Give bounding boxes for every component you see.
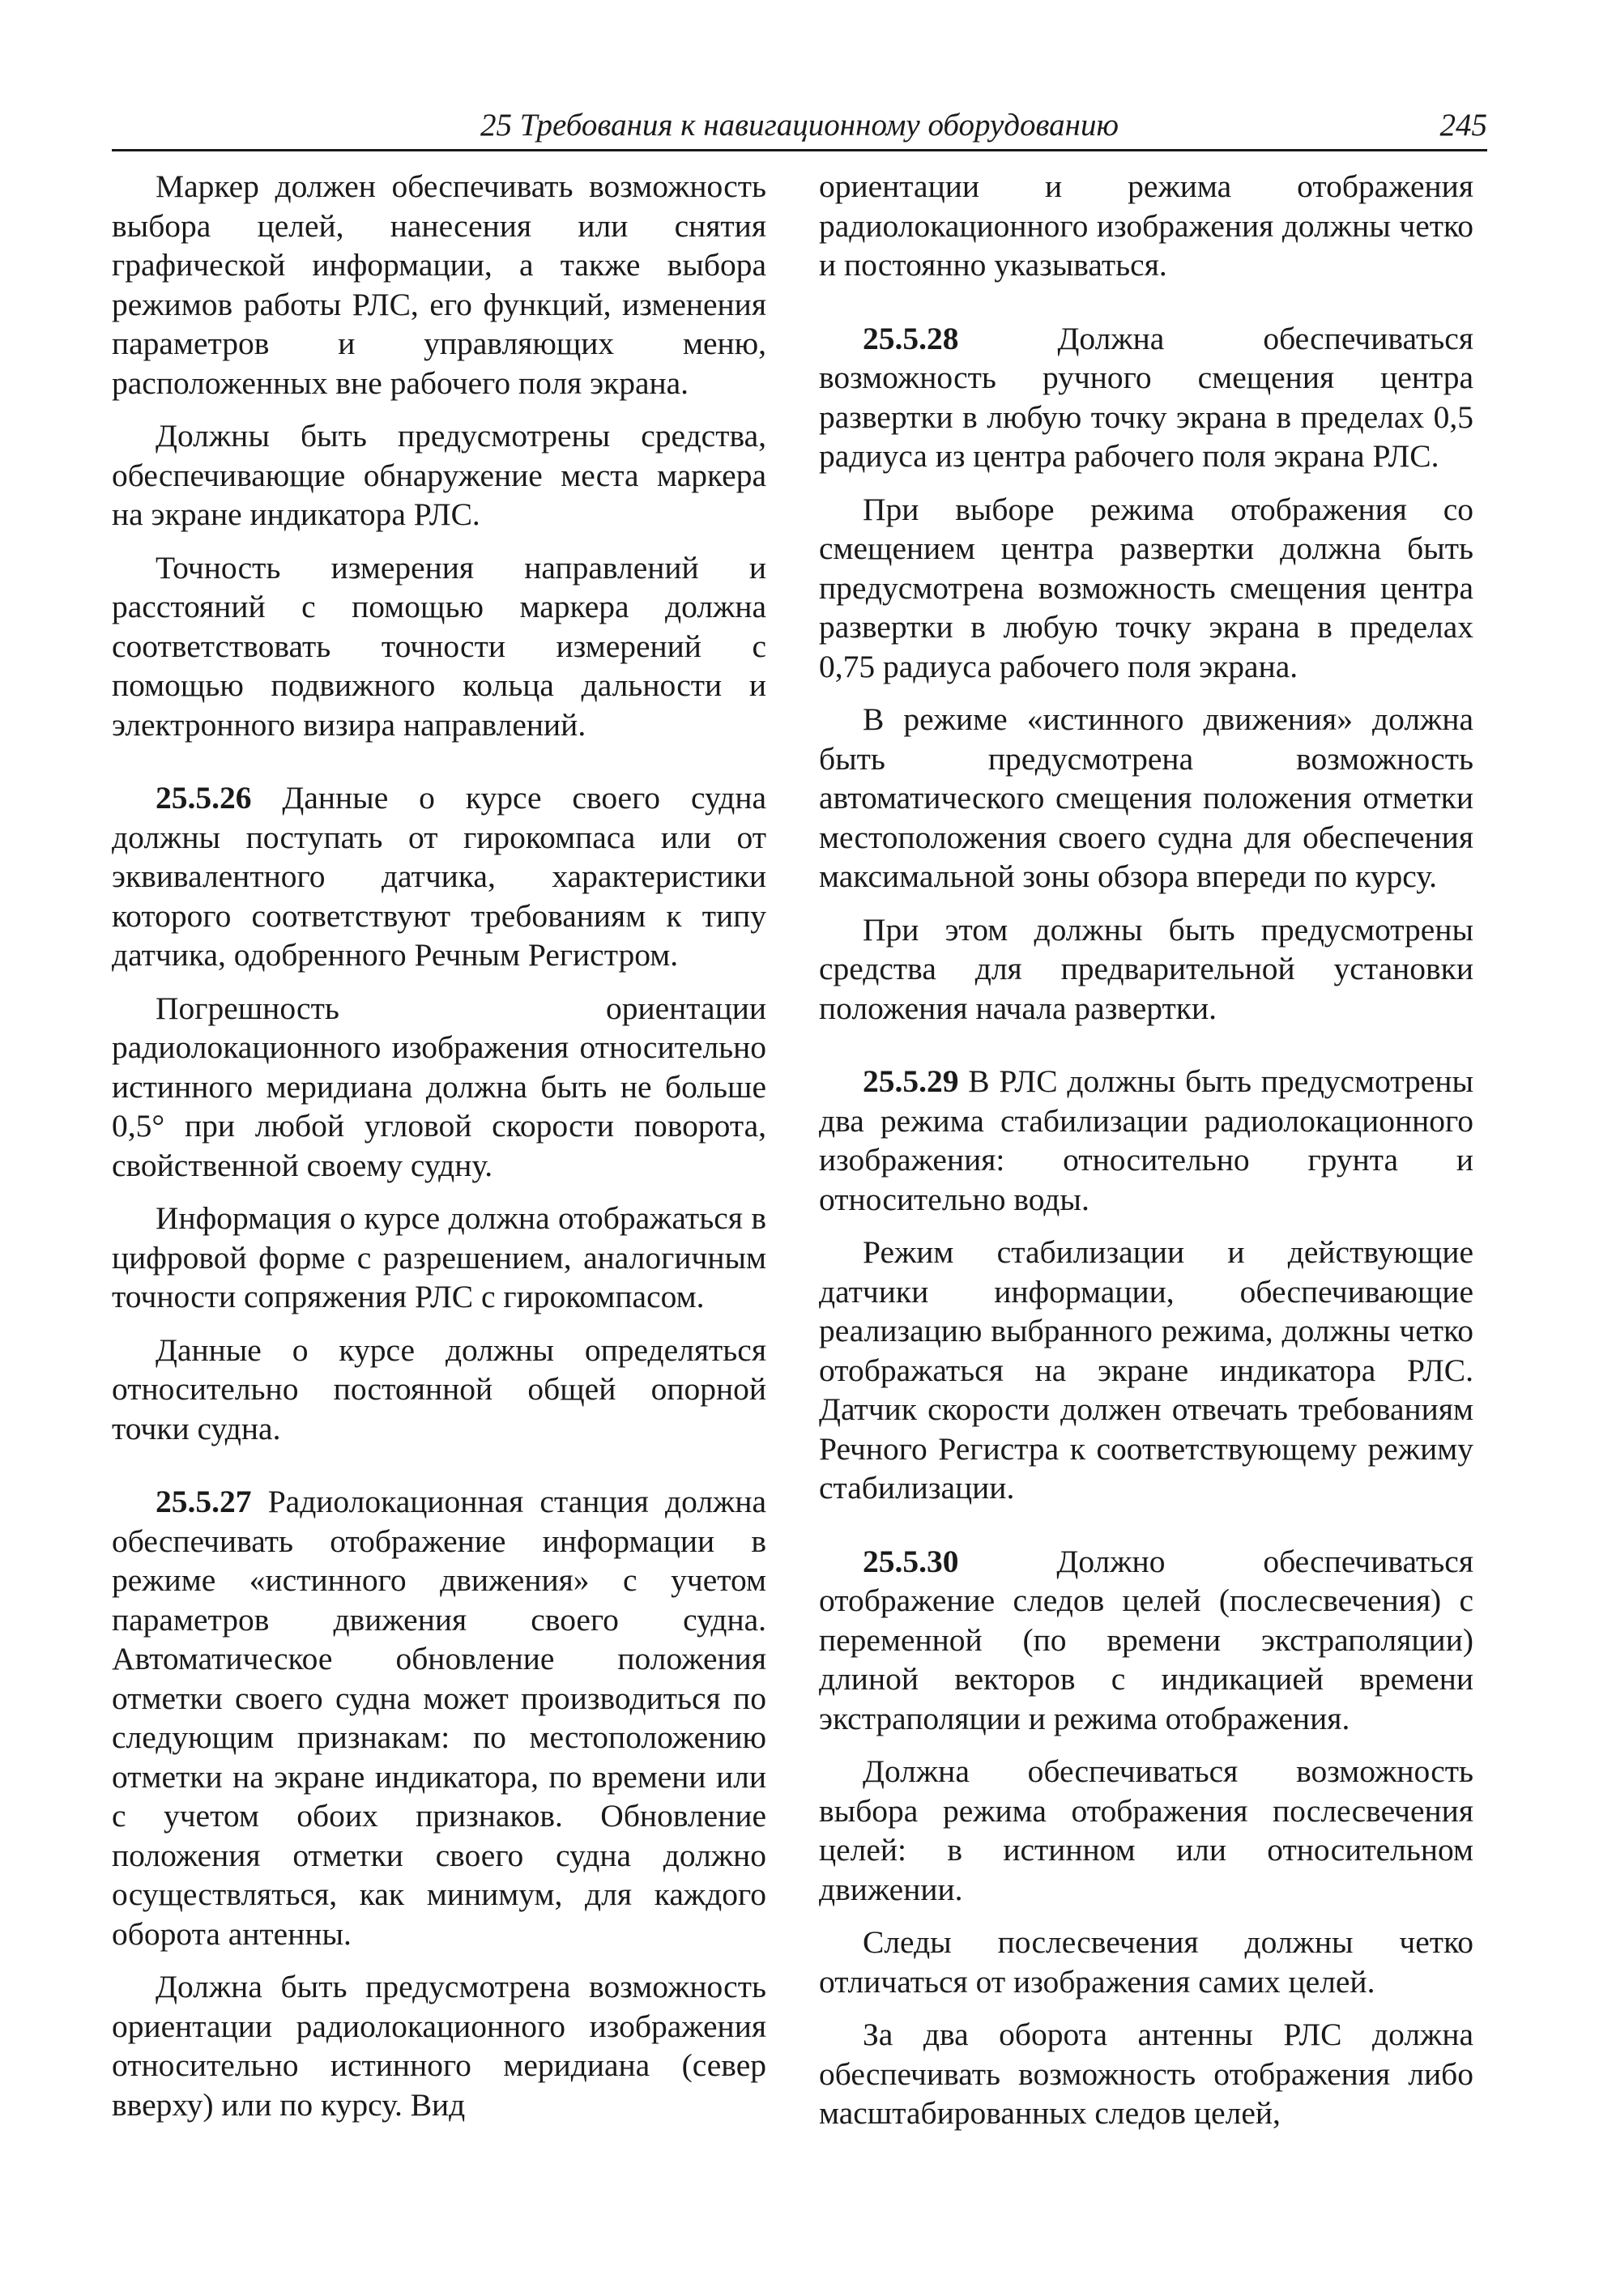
section-25-5-27 [112, 1482, 766, 1953]
section-text: Радиолокационная станция должна обеспечивать отображение информации в режиме «истинного движения» с учетом параметров движения своего судна. Автоматическое обновление положения отметки своего судна может производиться по следующим признакам: по местоположению отметки на экране индикатора, по времени или с учетом обоих признаков. Обновление положения отметки своего судна должно осуществляться, как минимум, для каждого оборота антенны. [112, 1484, 767, 1952]
paragraph: За два оборота антенны РЛС должна обеспечивать возможность отображения либо масштабированных следов целей, [819, 2017, 1473, 2131]
right-column [819, 167, 1473, 2147]
paragraph: Должна обеспечиваться возможность выбора режима отображения послесвечения целей: в истинном или относительном движении. [819, 1753, 1473, 1907]
chapter-title: 25 Требования к навигационному оборудованию [480, 108, 1119, 143]
paragraph: Должны быть предусмотрены средства, обеспечивающие обнаружение места маркера на экране индикатора РЛС. [112, 418, 766, 532]
section-number: 25.5.27 [156, 1484, 252, 1519]
paragraph: Точность измерения направлений и расстояний с помощью маркера должна соответствовать точности измерений с помощью подвижного кольца дальности и электронного визира направлений. [112, 549, 766, 743]
page-number: 245 [1439, 108, 1487, 143]
section-number: 25.5.28 [863, 320, 959, 356]
section-25-5-26 [112, 778, 766, 975]
section-number: 25.5.29 [863, 1063, 959, 1099]
section-number: 25.5.26 [156, 780, 252, 816]
paragraph: Данные о курсе должны определяться относительно постоянной общей опорной точки судна. [112, 1331, 766, 1446]
section-25-5-29 [819, 1062, 1473, 1219]
left-column [112, 167, 766, 2138]
paragraph: Маркер должен обеспечивать возможность выбора целей, нанесения или снятия графической информации, а также выбора режимов работы РЛС, его функций, изменения параметров и управляющих меню, расположенных вне рабочего поля экрана. [112, 168, 766, 401]
section-text: В РЛС должны быть предусмотрены два режима стабилизации радиолокационного изображения: относительно грунта и относительно воды. [819, 1063, 1474, 1217]
paragraph: Погрешность ориентации радиолокационного изображения относительно истинного меридиана должна быть не больше 0,5° при любой угловой скорости поворота, свойственной своему судну. [112, 990, 766, 1183]
paragraph: Информация о курсе должна отображаться в цифровой форме с разрешением, аналогичным точности сопряжения РЛС с гирокомпасом. [112, 1200, 766, 1314]
paragraph: Следы послесвечения должны четко отличаться от изображения самих целей. [819, 1924, 1473, 2000]
running-header [112, 104, 1487, 151]
paragraph: При этом должны быть предусмотрены средства для предварительной установки положения начала развертки. [819, 911, 1473, 1026]
paragraph: Должна быть предусмотрена возможность ориентации радиолокационного изображения относительно истинного меридиана (север вверху) или по курсу. Вид [112, 1969, 766, 2123]
paragraph: При выборе режима отображения со смещением центра развертки должна быть предусмотрена возможность смещения центра развертки в любую точку экрана в пределах 0,75 радиуса рабочего поля экрана. [819, 491, 1473, 684]
section-text: Данные о курсе своего судна должны поступать от гирокомпаса или от эквивалентного датчика, характеристики которого соответствуют требованиям к типу датчика, одобренного Речным Регистром. [112, 780, 767, 973]
section-number: 25.5.30 [863, 1543, 959, 1579]
paragraph-continued: ориентации и режима отображения радиолокационного изображения должны четко и постоянно указываться. [819, 168, 1473, 283]
section-text: Должна обеспечиваться возможность ручного смещения центра развертки в любую точку экрана в пределах 0,5 радиуса из центра рабочего поля экрана РЛС. [819, 320, 1473, 474]
paragraph: В режиме «истинного движения» должна быть предусмотрена возможность автоматического смещения положения отметки местоположения своего судна для обеспечения максимальной зоны обзора впереди по курсу. [819, 701, 1473, 894]
section-25-5-28 [819, 319, 1473, 476]
section-text: Должно обеспечиваться отображение следов целей (послесвечения) с переменной (по времени экстраполяции) длиной векторов с индикацией времени экстраполяции и режима отображения. [819, 1543, 1473, 1736]
section-25-5-30 [819, 1542, 1473, 1739]
paragraph: Режим стабилизации и действующие датчики информации, обеспечивающие реализацию выбранного режима, должны четко отображаться на экране индикатора РЛС. Датчик скорости должен отвечать требованиям Речного Регистра к соответствующему режиму стабилизации. [819, 1234, 1473, 1506]
